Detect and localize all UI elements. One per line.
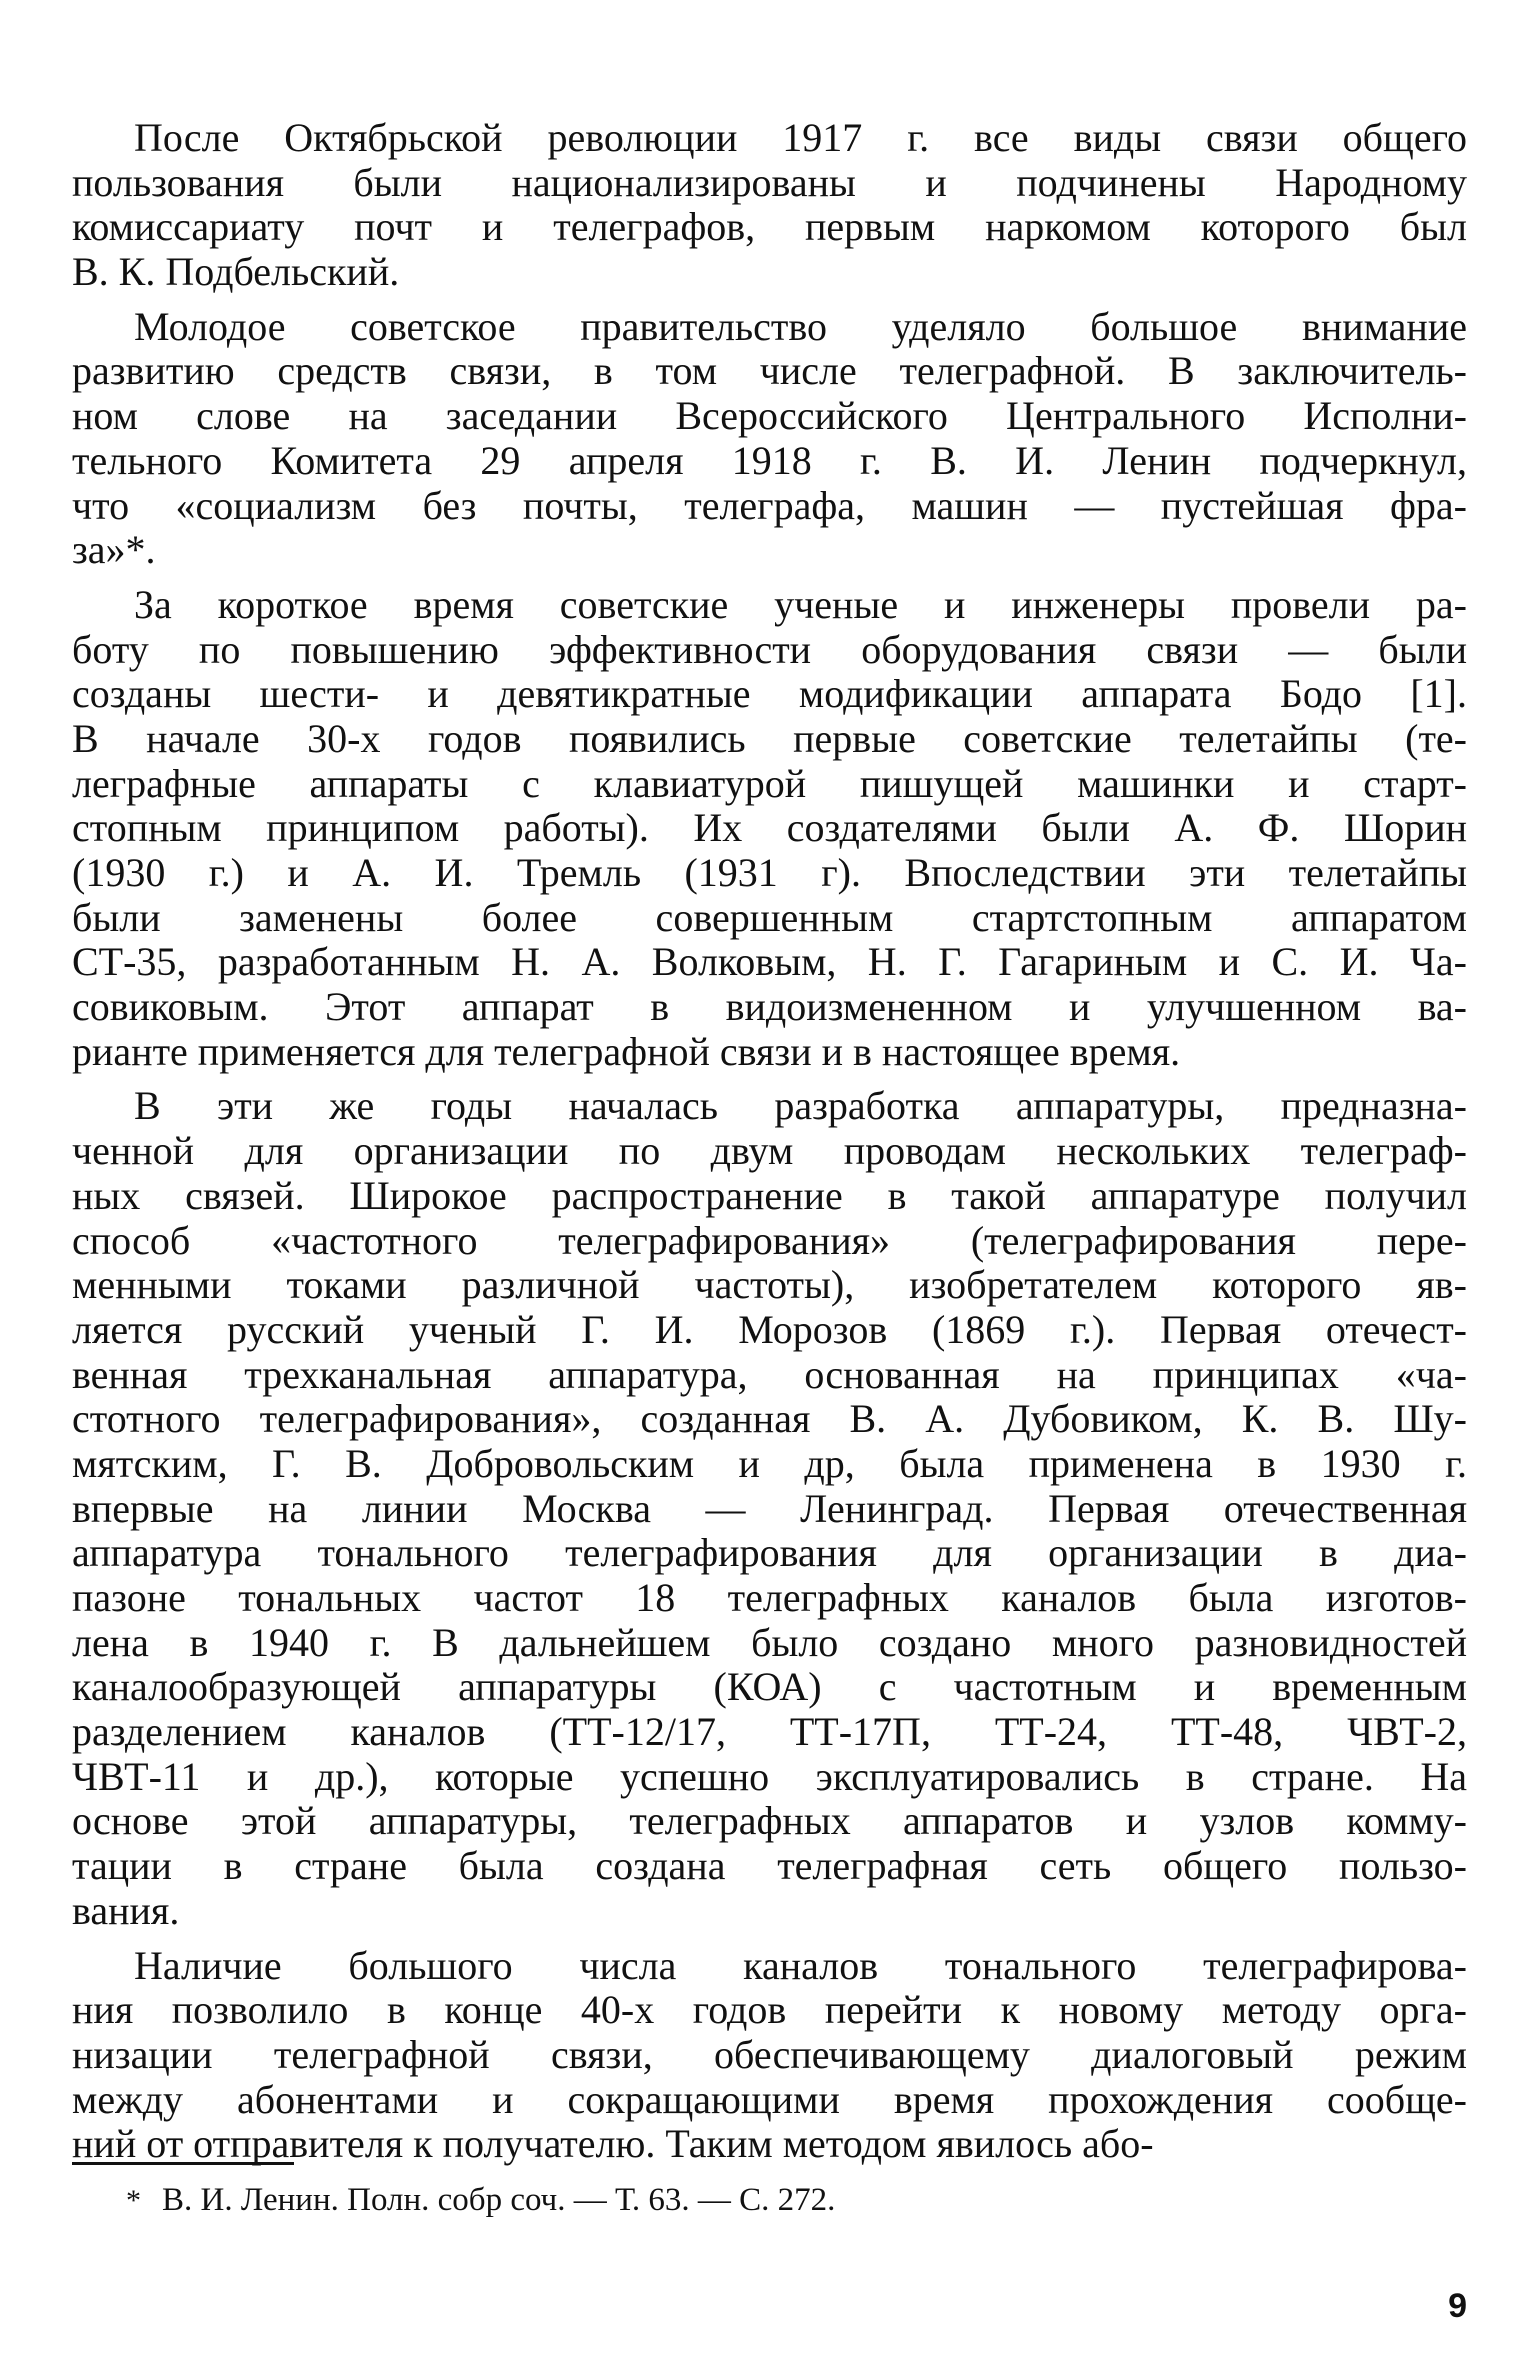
paragraph bbox=[72, 1944, 1467, 2167]
text-line: менными токами различной частоты), изобретателем которого яв- bbox=[72, 1262, 1467, 1308]
text-line: за»*. bbox=[72, 527, 156, 573]
paragraph bbox=[72, 116, 1467, 295]
text-line: венная трехканальная аппаратура, основанная на принципах «ча- bbox=[72, 1351, 1467, 1397]
text-line: пользования были национализированы и подчинены Народному bbox=[72, 159, 1467, 205]
footnote-mark: * bbox=[126, 2184, 141, 2217]
text-line: ний от отправителя к получателю. Таким методом явилось або- bbox=[72, 2121, 1154, 2167]
text-line: мятским, Г. В. Добровольским и др, была применена в 1930 г. bbox=[72, 1440, 1467, 1486]
text-line: боту по повышению эффективности оборудования связи — были bbox=[72, 626, 1467, 672]
footnote bbox=[126, 2180, 835, 2221]
text-line: аппаратура тонального телеграфирования для организации в диа- bbox=[72, 1530, 1467, 1576]
text-line: За короткое время советские ученые и инженеры провели ра- bbox=[134, 581, 1467, 627]
text-line: Молодое советское правительство уделяло большое внимание bbox=[134, 303, 1467, 349]
text-line: каналообразующей аппаратуры (КОА) с частотным и временным bbox=[72, 1664, 1467, 1710]
text-line: тельного Комитета 29 апреля 1918 г. В. И. Ленин подчеркнул, bbox=[72, 437, 1467, 483]
text-line: комиссариату почт и телеграфов, первым наркомом которого был bbox=[72, 204, 1467, 250]
footnote-text: В. И. Ленин. Полн. собр соч. — Т. 63. — С. 272. bbox=[162, 2182, 836, 2218]
paragraph bbox=[72, 1084, 1467, 1933]
text-line: что «социализм без почты, телеграфа, машин — пустейшая фра- bbox=[72, 482, 1467, 528]
text-line: В начале 30-х годов появились первые советские телетайпы (те- bbox=[72, 715, 1467, 761]
text-line: вания. bbox=[72, 1887, 180, 1933]
text-line: лена в 1940 г. В дальнейшем было создано много разновидностей bbox=[72, 1619, 1467, 1665]
text-line: ном слове на заседании Всероссийского Центрального Исполни- bbox=[72, 393, 1467, 439]
paragraph-gap bbox=[72, 1934, 1467, 1944]
text-line: ченной для организации по двум проводам нескольких телеграф- bbox=[72, 1128, 1467, 1174]
text-line: После Октябрьской революции 1917 г. все виды связи общего bbox=[134, 115, 1467, 160]
paragraph bbox=[72, 305, 1467, 573]
text-line: ния позволило в конце 40-х годов перейти к новому методу орга- bbox=[72, 1987, 1467, 2033]
body-text bbox=[72, 116, 1467, 2167]
text-line: ных связей. Широкое распространение в такой аппаратуре получил bbox=[72, 1172, 1467, 1218]
paragraph bbox=[72, 583, 1467, 1075]
text-line: разделением каналов (ТТ-12/17, ТТ-17П, ТТ-24, ТТ-48, ЧВТ-2, bbox=[72, 1709, 1467, 1755]
text-line: развитию средств связи, в том числе телеграфной. В заключитель- bbox=[72, 348, 1467, 394]
text-line: (1930 г.) и А. И. Тремль (1931 г). Впоследствии эти телетайпы bbox=[72, 850, 1467, 895]
text-line: СТ-35, разработанным Н. А. Волковым, Н. Г. Гагариным и С. И. Ча- bbox=[72, 939, 1467, 985]
text-line: между абонентами и сокращающими время прохождения сообще- bbox=[72, 2076, 1467, 2122]
text-line: В. К. Подбельский. bbox=[72, 249, 400, 295]
text-line: совиковым. Этот аппарат в видоизмененном и улучшенном ва- bbox=[72, 984, 1467, 1030]
text-line: Наличие большого числа каналов тонального телеграфирова- bbox=[134, 1942, 1467, 1988]
text-line: были заменены более совершенным стартстопным аппаратом bbox=[72, 894, 1467, 940]
text-line: созданы шести- и девятикратные модификации аппарата Бодо [1]. bbox=[72, 671, 1467, 717]
text-line: впервые на линии Москва — Ленинград. Первая отечественная bbox=[72, 1485, 1467, 1531]
footnote-divider bbox=[72, 2162, 294, 2165]
text-line: рианте применяется для телеграфной связи и в настоящее время. bbox=[72, 1028, 1181, 1074]
text-line: ЧВТ-11 и др.), которые успешно эксплуатировались в стране. На bbox=[72, 1753, 1467, 1799]
text-line: тации в стране была создана телеграфная сеть общего пользо- bbox=[72, 1843, 1467, 1889]
text-line: стотного телеграфирования», созданная В. А. Дубовиком, К. В. Шу- bbox=[72, 1396, 1467, 1442]
text-line: основе этой аппаратуры, телеграфных аппаратов и узлов комму- bbox=[72, 1798, 1467, 1844]
text-line: пазоне тональных частот 18 телеграфных каналов была изготов- bbox=[72, 1575, 1467, 1620]
text-line: В эти же годы началась разработка аппаратуры, предназна- bbox=[134, 1083, 1467, 1129]
text-line: низации телеграфной связи, обеспечивающему диалоговый режим bbox=[72, 2031, 1467, 2077]
text-line: способ «частотного телеграфирования» (телеграфирования пере- bbox=[72, 1217, 1467, 1263]
text-line: леграфные аппараты с клавиатурой пишущей машинки и старт- bbox=[72, 760, 1467, 806]
text-line: стопным принципом работы). Их создателями были А. Ф. Шорин bbox=[72, 805, 1467, 851]
text-line: ляется русский ученый Г. И. Морозов (1869 г.). Первая отечест- bbox=[72, 1306, 1467, 1352]
page-number: 9 bbox=[1448, 2287, 1467, 2325]
